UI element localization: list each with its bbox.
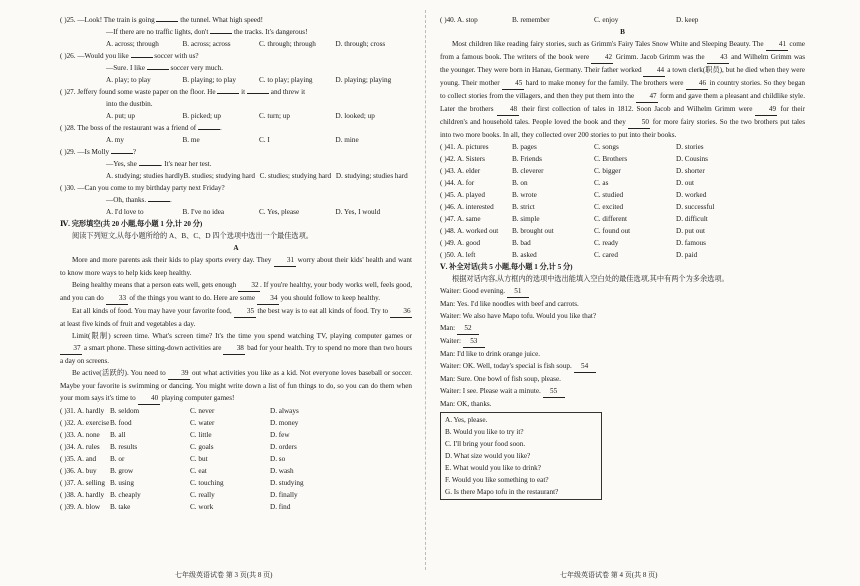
answer-option: D. so (270, 455, 286, 463)
passage-paragraph: More and more parents ask their kids to play sports every day. They 31 worry about their kids' health and want to know more ways to help kids keep healthy. (60, 256, 412, 277)
answer-option: C. goals (190, 443, 214, 451)
answer-option: ( )48. A. worked out (440, 227, 499, 235)
answer-option: C. studied (594, 191, 624, 199)
answer-option: D. difficult (676, 215, 708, 223)
answer-option: D. few (270, 431, 290, 439)
left-page (60, 14, 412, 513)
answer-blank (247, 93, 269, 94)
options-box (440, 412, 602, 500)
answer-blank: 35 (234, 305, 256, 318)
answer-option: C. eat (190, 467, 207, 475)
answer-row (440, 201, 805, 213)
answer-row (440, 189, 805, 201)
answer-blank: 50 (628, 116, 650, 129)
question-options (60, 170, 412, 182)
answer-row (440, 237, 805, 249)
option: C. turn; up (259, 112, 290, 120)
option-item: A. Yes, please. (445, 416, 488, 424)
answer-blank: 37 (60, 342, 82, 355)
dialogue-line: Waiter: We also have Mapo tofu. Would you like that? (440, 312, 597, 320)
answer-blank: 44 (643, 64, 665, 77)
option: D. Yes, I would (335, 208, 381, 216)
option-item: C. I'll bring your food soon. (445, 440, 526, 448)
answer-option: D. famous (676, 239, 706, 247)
answer-blank: 48 (497, 103, 519, 116)
answer-option: C. bigger (594, 167, 621, 175)
option: B. picked; up (182, 112, 222, 120)
passage-b (440, 38, 805, 141)
option: B. across; across (182, 40, 231, 48)
answer-option: C. really (190, 491, 215, 499)
option: D. studying; studies hard (335, 172, 408, 180)
passage-paragraph: Most children like reading fairy stories, such as Grimm's Fairy Tales Snow White and Sleeping Beauty. The 41 come from a famous book. The writers of the book were 42 Grimm. Jacob Grimm was the 43 and Wilhelm Grimm was the younger. They were born in Hanau, Germany. Their father worked 44 a town clerk(职员), but he died when they were young. Their mother 45 hard to make money for the family. The brothers were 46 in country stories. So they began to collect stories from the villagers, and then they put them into the 47 form and gave them a pleasant and childlike style. Later the brothers 48 their first collection of tales in 1812. Soon Jacob and Wilhelm Grimm were 49 for their children's and household tales. People loved the book and they 50 for more fairy stories. So the two brothers put tales into two more books. In all, they collected over 200 stories to put into their books. (440, 40, 805, 139)
answers-b (440, 141, 805, 261)
answer-option: B. bad (512, 239, 531, 247)
answer-option: B. brought out (512, 227, 554, 235)
answer-row (60, 501, 412, 513)
answer-option: ( )47. A. same (440, 215, 481, 223)
option: D. mine (335, 136, 359, 144)
footer-page4: 七年级英语试卷 第 4 页(共 8 页) (560, 571, 658, 579)
answer-row (60, 453, 412, 465)
answer-blank: 53 (463, 335, 485, 348)
answer-blank: 45 (502, 77, 524, 90)
answer-row (60, 441, 412, 453)
answer-row (440, 165, 805, 177)
answer-blank: 46 (686, 77, 708, 90)
answer-blank: 47 (636, 90, 658, 103)
answer-option: B. cheaply (110, 491, 141, 499)
answer-blank: 41 (766, 38, 788, 51)
answer-option: D. Cousins (676, 155, 708, 163)
answer-blank: 49 (755, 103, 777, 116)
answer-option: D. wash (270, 467, 294, 475)
answer-option: C. enjoy (594, 16, 619, 24)
answer-option: C. touching (190, 479, 224, 487)
question-stem: ( )30. —Can you come to my birthday party next Friday? (60, 184, 225, 192)
answer-option: C. as (594, 179, 609, 187)
answer-option: C. but (190, 455, 208, 463)
answer-blank: 40 (138, 392, 160, 405)
answer-row (440, 153, 805, 165)
option: C. Yes, please (259, 208, 300, 216)
answer-blank (139, 165, 161, 166)
dialogue-line: Waiter: OK. Well, today's special is fish soup. 54 (440, 360, 805, 373)
question-stem-cont: into the dustbin. (106, 100, 153, 108)
answer-blank (217, 93, 239, 94)
answer-option: ( )50. A. left (440, 251, 476, 259)
question-stem-cont: —Yes, she . It's near her test. (106, 160, 212, 168)
answer-blank (210, 33, 232, 34)
answer-blank (111, 153, 133, 154)
answer-blank: 32 (238, 279, 260, 292)
answer-option: C. excited (594, 203, 624, 211)
answer-blank: 39 (168, 367, 190, 380)
passage-a-title: A (233, 244, 239, 252)
answer-option: ( )35. A. and (60, 455, 97, 463)
option-item: G. Is there Mapo tofu in the restaurant? (445, 488, 559, 496)
answer-blank (148, 201, 170, 202)
answer-option: C. never (190, 407, 215, 415)
answer-row (440, 141, 805, 153)
option: C. to play; playing (259, 76, 313, 84)
answer-option: ( )34. A. rules (60, 443, 100, 451)
answer-option: D. orders (270, 443, 297, 451)
dialogue-line: Waiter: 53 (440, 335, 805, 348)
option: D. looked; up (335, 112, 375, 120)
page-divider (425, 10, 426, 570)
option: D. through; cross (335, 40, 386, 48)
answer-option: ( )42. A. Sisters (440, 155, 485, 163)
answer-option: ( )49. A. good (440, 239, 481, 247)
answer-option: ( )37. A. selling (60, 479, 105, 487)
passage-paragraph: Limit(限制) screen time. What's screen time? It's the time you spend watching TV, playing computer games or 37 a smart phone. These sitting-down activities are 38 bad for your health. Try to spend no more than two hours a day on screens. (60, 332, 413, 365)
option-item: B. Would you like to try it? (445, 428, 524, 436)
answer-option: ( )36. A. buy (60, 467, 97, 475)
answer-blank: 55 (543, 385, 565, 398)
option: A. my (106, 136, 124, 144)
answer-option: ( )38. A. hardly (60, 491, 105, 499)
answer-option: D. shorter (676, 167, 705, 175)
question-options (60, 74, 412, 86)
answer-option: B. or (110, 455, 125, 463)
answer-option: B. remember (512, 16, 550, 24)
answer-blank: 42 (591, 51, 613, 64)
answer-option: ( )46. A. interested (440, 203, 494, 211)
option: D. playing; playing (335, 76, 392, 84)
answer-blank (131, 57, 153, 58)
answer-row-40 (440, 14, 805, 26)
question-options (60, 206, 412, 218)
answer-option: B. asked (512, 251, 537, 259)
answer-option: B. pages (512, 143, 537, 151)
question-stem-cont: —If there are no traffic lights, don't the tracks. It's dangerous! (106, 28, 308, 36)
answer-option: B. strict (512, 203, 535, 211)
answer-row (440, 177, 805, 189)
dialogue-line: Man: Yes. I'd like noodles with beef and carrots. (440, 300, 579, 308)
answer-option: D. finally (270, 491, 298, 499)
answer-row (60, 477, 412, 489)
answer-option: ( )41. A. pictures (440, 143, 489, 151)
passage-paragraph: Eat all kinds of food. You may have your favorite food, 35 the best way is to eat all kinds of food. Try to 36 at least five kinds of fruit and vegetables a day. (60, 307, 411, 328)
answer-blank (198, 129, 220, 130)
answer-blank: 33 (106, 292, 128, 305)
answer-option: ( )40. A. stop (440, 16, 478, 24)
answer-blank: 38 (223, 342, 245, 355)
answer-option: D. paid (676, 251, 698, 259)
answer-option: C. songs (594, 143, 619, 151)
answer-option: B. using (110, 479, 134, 487)
answer-option: B. wrote (512, 191, 537, 199)
answer-option: B. seldom (110, 407, 140, 415)
answers-a (60, 405, 412, 513)
answer-option: D. studying (270, 479, 304, 487)
dialogue-line: Man: 52 (440, 322, 805, 335)
answer-blank: 36 (390, 305, 412, 318)
answer-option: ( )31. A. hardly (60, 407, 105, 415)
answer-option: D. keep (676, 16, 699, 24)
answer-row (60, 465, 412, 477)
option: C. I (259, 136, 270, 144)
answer-option: D. successful (676, 203, 715, 211)
answer-row (440, 225, 805, 237)
passage-b-title: B (620, 28, 625, 36)
answer-option: ( )39. A. blow (60, 503, 101, 511)
answer-option: ( )43. A. elder (440, 167, 481, 175)
option: A. across; through (106, 40, 159, 48)
answer-option: ( )32. A. exercise (60, 419, 110, 427)
mcq-section (60, 14, 412, 218)
right-page (440, 14, 805, 500)
answer-blank: 31 (274, 254, 296, 267)
answer-option: D. always (270, 407, 299, 415)
option: C. studies; studying hard (259, 172, 332, 180)
option: B. I've no idea (182, 208, 225, 216)
answer-option: C. little (190, 431, 212, 439)
question-stem: ( )27. Jeffery found some waste paper on the floor. He it and threw it (60, 88, 306, 96)
answer-option: ( )33. A. none (60, 431, 100, 439)
question-stem-cont: —Oh, thanks. . (106, 196, 172, 204)
answer-option: B. take (110, 503, 131, 511)
answer-row (440, 213, 805, 225)
answer-option: C. found out (594, 227, 631, 235)
answer-option: ( )45. A. played (440, 191, 485, 199)
answer-option: C. different (594, 215, 627, 223)
dialogue-line: Man: I'd like to drink orange juice. (440, 350, 541, 358)
answer-option: ( )44. A. for (440, 179, 475, 187)
answer-row (60, 489, 412, 501)
option-item: D. What size would you like? (445, 452, 531, 460)
option: A. I'd love to (106, 208, 144, 216)
answer-option: C. cared (594, 251, 618, 259)
option: B. studies; studying hard (183, 172, 255, 180)
answer-blank (147, 69, 169, 70)
answer-option: B. simple (512, 215, 540, 223)
passage-paragraph: Being healthy means that a person eats well, gets enough 32. If you're healthy, your body works well, feels good, and you can do 33 of the things you want to do. Here are some 34 you should follow to keep healthy. (60, 279, 412, 305)
dialogue-line: Waiter: Good evening. 51 (440, 285, 805, 298)
answer-option: C. water (190, 419, 215, 427)
passage-a (60, 254, 412, 405)
answer-option: B. Friends (512, 155, 542, 163)
answer-option: B. cleverer (512, 167, 544, 175)
question-options (60, 110, 412, 122)
answer-option: D. put out (676, 227, 705, 235)
question-stem: ( )28. The boss of the restaurant was a friend of . (60, 124, 222, 132)
option: B. me (182, 136, 200, 144)
dialogue-line: Man: OK, thanks. (440, 400, 492, 408)
section4-title: Ⅳ. 完形填空(共 20 小题,每小题 1 分,计 20 分) (60, 220, 203, 228)
question-stem: ( )29. —Is Molly ? (60, 148, 137, 156)
dialogue-line: Waiter: I see. Please wait a minute. 55 (440, 385, 805, 398)
answer-option: D. stories (676, 143, 704, 151)
answer-row (440, 249, 805, 261)
option: A. play; to play (106, 76, 151, 84)
answer-row (60, 417, 412, 429)
question-stem: ( )25. —Look! The train is going the tunnel. What high speed! (60, 16, 263, 24)
answer-option: D. find (270, 503, 291, 511)
option: A. put; up (106, 112, 135, 120)
question-options (60, 134, 412, 146)
section5-instructions: 根据对话内容,从方框内的选项中选出能填入空白处的最佳选项,其中有两个为多余选项。 (452, 275, 729, 283)
answer-option: B. food (110, 419, 132, 427)
answer-option: C. ready (594, 239, 619, 247)
answer-blank: 51 (507, 285, 529, 298)
answer-option: B. results (110, 443, 138, 451)
dialogue-line: Man: Sure. One bowl of fish soup, please. (440, 375, 561, 383)
option: C. through; through (259, 40, 316, 48)
option-item: F. Would you like something to eat? (445, 476, 549, 484)
answer-blank: 54 (574, 360, 596, 373)
answer-blank (156, 21, 178, 22)
answer-blank: 34 (257, 292, 279, 305)
answer-option: D. out (676, 179, 694, 187)
answer-option: B. on (512, 179, 528, 187)
option: B. playing; to play (182, 76, 237, 84)
section4-instructions: 阅读下列短文,从每小题所给的 A、B、C、D 四个选项中选出一个最佳选项。 (72, 232, 313, 240)
answer-option: C. work (190, 503, 214, 511)
question-stem: ( )26. —Would you like soccer with us? (60, 52, 199, 60)
option: A. studying; studies hardly (106, 172, 184, 180)
answer-option: B. grow (110, 467, 134, 475)
answer-option: B. all (110, 431, 126, 439)
footer-page3: 七年级英语试卷 第 3 页(共 8 页) (175, 571, 273, 579)
question-options (60, 38, 412, 50)
question-stem-cont: —Sure. I like soccer very much. (106, 64, 224, 72)
option-item: E. What would you like to drink? (445, 464, 541, 472)
answer-option: D. worked (676, 191, 707, 199)
section5-title: Ⅴ. 补全对话(共 5 小题,每小题 1 分,计 5 分) (440, 263, 573, 271)
answer-row (60, 405, 412, 417)
answer-row (60, 429, 412, 441)
answer-blank: 52 (457, 322, 479, 335)
passage-paragraph: Be active(活跃的). You need to 39 out what activities you like as a kid. Not everyone loves baseball or soccer. Maybe your favorite is swimming or dancing. You might write down a list of fun things to do, so you can do them when your mom says it's time to 40 playing computer games! (60, 367, 412, 405)
answer-option: D. money (270, 419, 299, 427)
answer-option: C. Brothers (594, 155, 628, 163)
answer-blank: 43 (707, 51, 729, 64)
dialogue (440, 285, 805, 410)
